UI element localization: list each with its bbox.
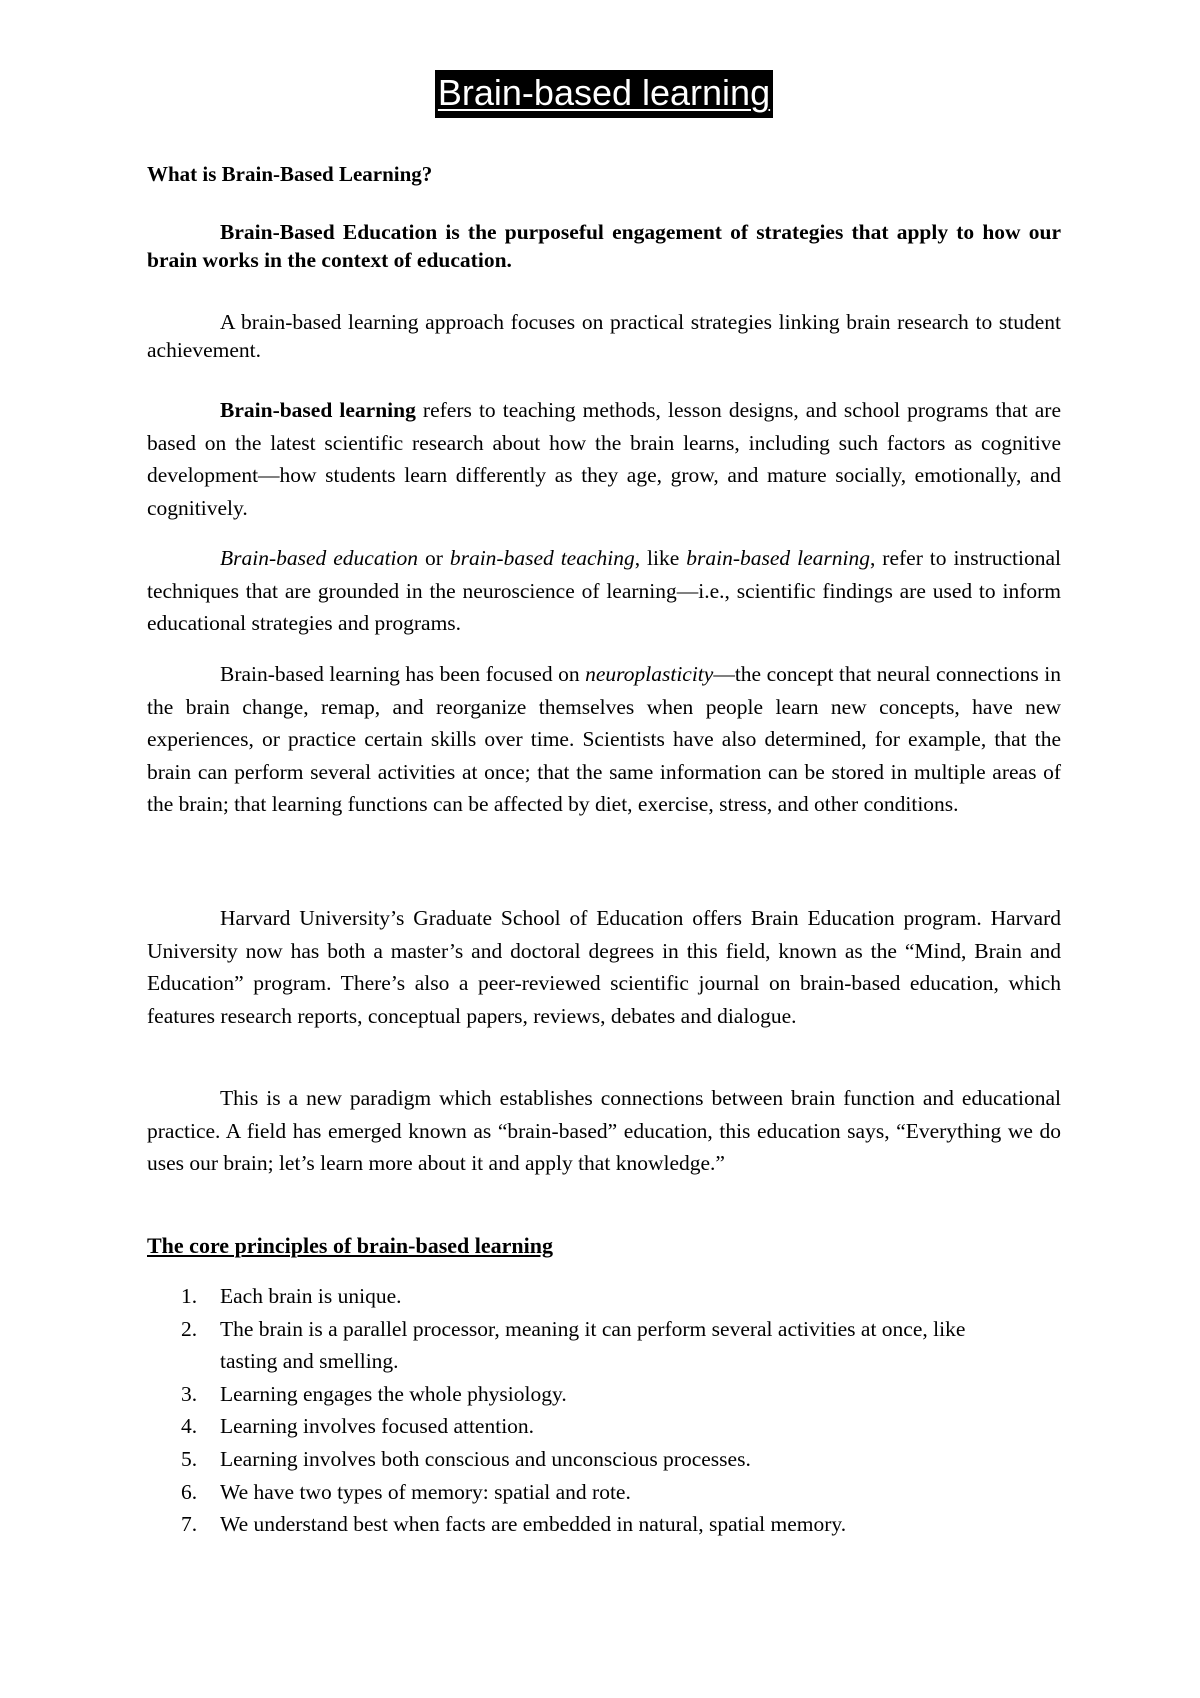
list-item — [147, 1313, 1020, 1378]
paragraph-brain-based-education — [147, 542, 1061, 640]
list-number: 4. — [181, 1414, 198, 1439]
list-item — [147, 1410, 1020, 1443]
list-number: 3. — [181, 1381, 198, 1406]
list-text: We have two types of memory: spatial and rote. — [220, 1479, 631, 1504]
document-page — [147, 0, 1061, 1698]
paragraph-brain-based-learning — [147, 394, 1061, 524]
paragraph-text: , refer to instructional techniques that are grounded in the neuroscience of learning—i.e., scientific findings are used to inform educational strategies and programs. — [147, 546, 1061, 636]
paragraph-text: refers to teaching methods, lesson designs, and school programs that are based on the latest scientific research about how the brain learns, including such factors as cognitive development—how students learn differently as they age, grow, and mature socially, emotionally, and cognitively. — [147, 398, 1062, 520]
italic-term: brain-based learning — [686, 546, 870, 570]
italic-term: brain-based teaching — [449, 546, 635, 570]
list-number: 7. — [181, 1512, 198, 1537]
list-item — [147, 1280, 1020, 1313]
paragraph-definition: Brain-Based Education is the purposeful engagement of strategies that apply to how our brain works in the context of education. — [147, 220, 1061, 272]
list-text: The brain is a parallel processor, meaning it can perform several activities at once, like tasting and smelling. — [220, 1316, 966, 1374]
list-text: Learning involves both conscious and unconscious processes. — [220, 1446, 751, 1471]
paragraph-text: , like — [634, 546, 687, 570]
paragraph-text: —the concept that neural connections in the brain change, remap, and reorganize themselves when people learn new concepts, have new experiences, or practice certain skills over time. Scientists have also determined, for example, that the brain can perform several activities at once; that the same information can be stored in multiple areas of the brain; that learning functions can be affected by diet, exercise, stress, and other conditions. — [147, 662, 1061, 817]
list-item — [147, 1508, 1020, 1541]
title-container — [147, 70, 1061, 118]
list-number: 1. — [181, 1284, 198, 1308]
bold-term: Brain-based learning — [220, 398, 416, 422]
document-title: Brain-based learning — [435, 70, 773, 118]
principles-heading: The core principles of brain-based learning — [147, 1233, 553, 1258]
principles-list — [147, 1280, 1061, 1541]
list-text: Each brain is unique. — [220, 1284, 402, 1308]
paragraph-paradigm: This is a new paradigm which establishes connections between brain function and educational practice. A field has emerged known as “brain-based” education, this education says, “Everything we do uses our brain; let’s learn more about it and apply that knowledge.” — [147, 1086, 1061, 1176]
list-number: 5. — [181, 1446, 198, 1471]
paragraph-text: Brain-based learning has been focused on — [220, 662, 586, 686]
italic-term: Brain-based education — [220, 546, 419, 570]
paragraph-harvard: Harvard University’s Graduate School of Education offers Brain Education program. Harvard University now has both a master’s and doctoral degrees in this field, known as the “Mind, Brain and Education” program. There’s also a peer-reviewed scientific journal on brain-based education, which features research reports, conceptual papers, reviews, debates and dialogue. — [147, 906, 1061, 1028]
paragraph-text: or — [418, 546, 450, 570]
list-text: We understand best when facts are embedded in natural, spatial memory. — [220, 1512, 847, 1537]
list-text: Learning involves focused attention. — [220, 1414, 535, 1439]
paragraph-neuroplasticity — [147, 658, 1061, 821]
list-number: 2. — [181, 1316, 198, 1341]
list-item — [147, 1476, 1020, 1509]
question-heading: What is Brain-Based Learning? — [147, 162, 433, 186]
paragraph-approach: A brain-based learning approach focuses on practical strategies linking brain research to student achievement. — [147, 310, 1061, 362]
italic-term: neuroplasticity — [585, 662, 714, 686]
list-text: Learning engages the whole physiology. — [220, 1381, 567, 1406]
list-number: 6. — [181, 1479, 198, 1504]
list-item — [147, 1443, 1020, 1476]
list-item — [147, 1378, 1020, 1411]
